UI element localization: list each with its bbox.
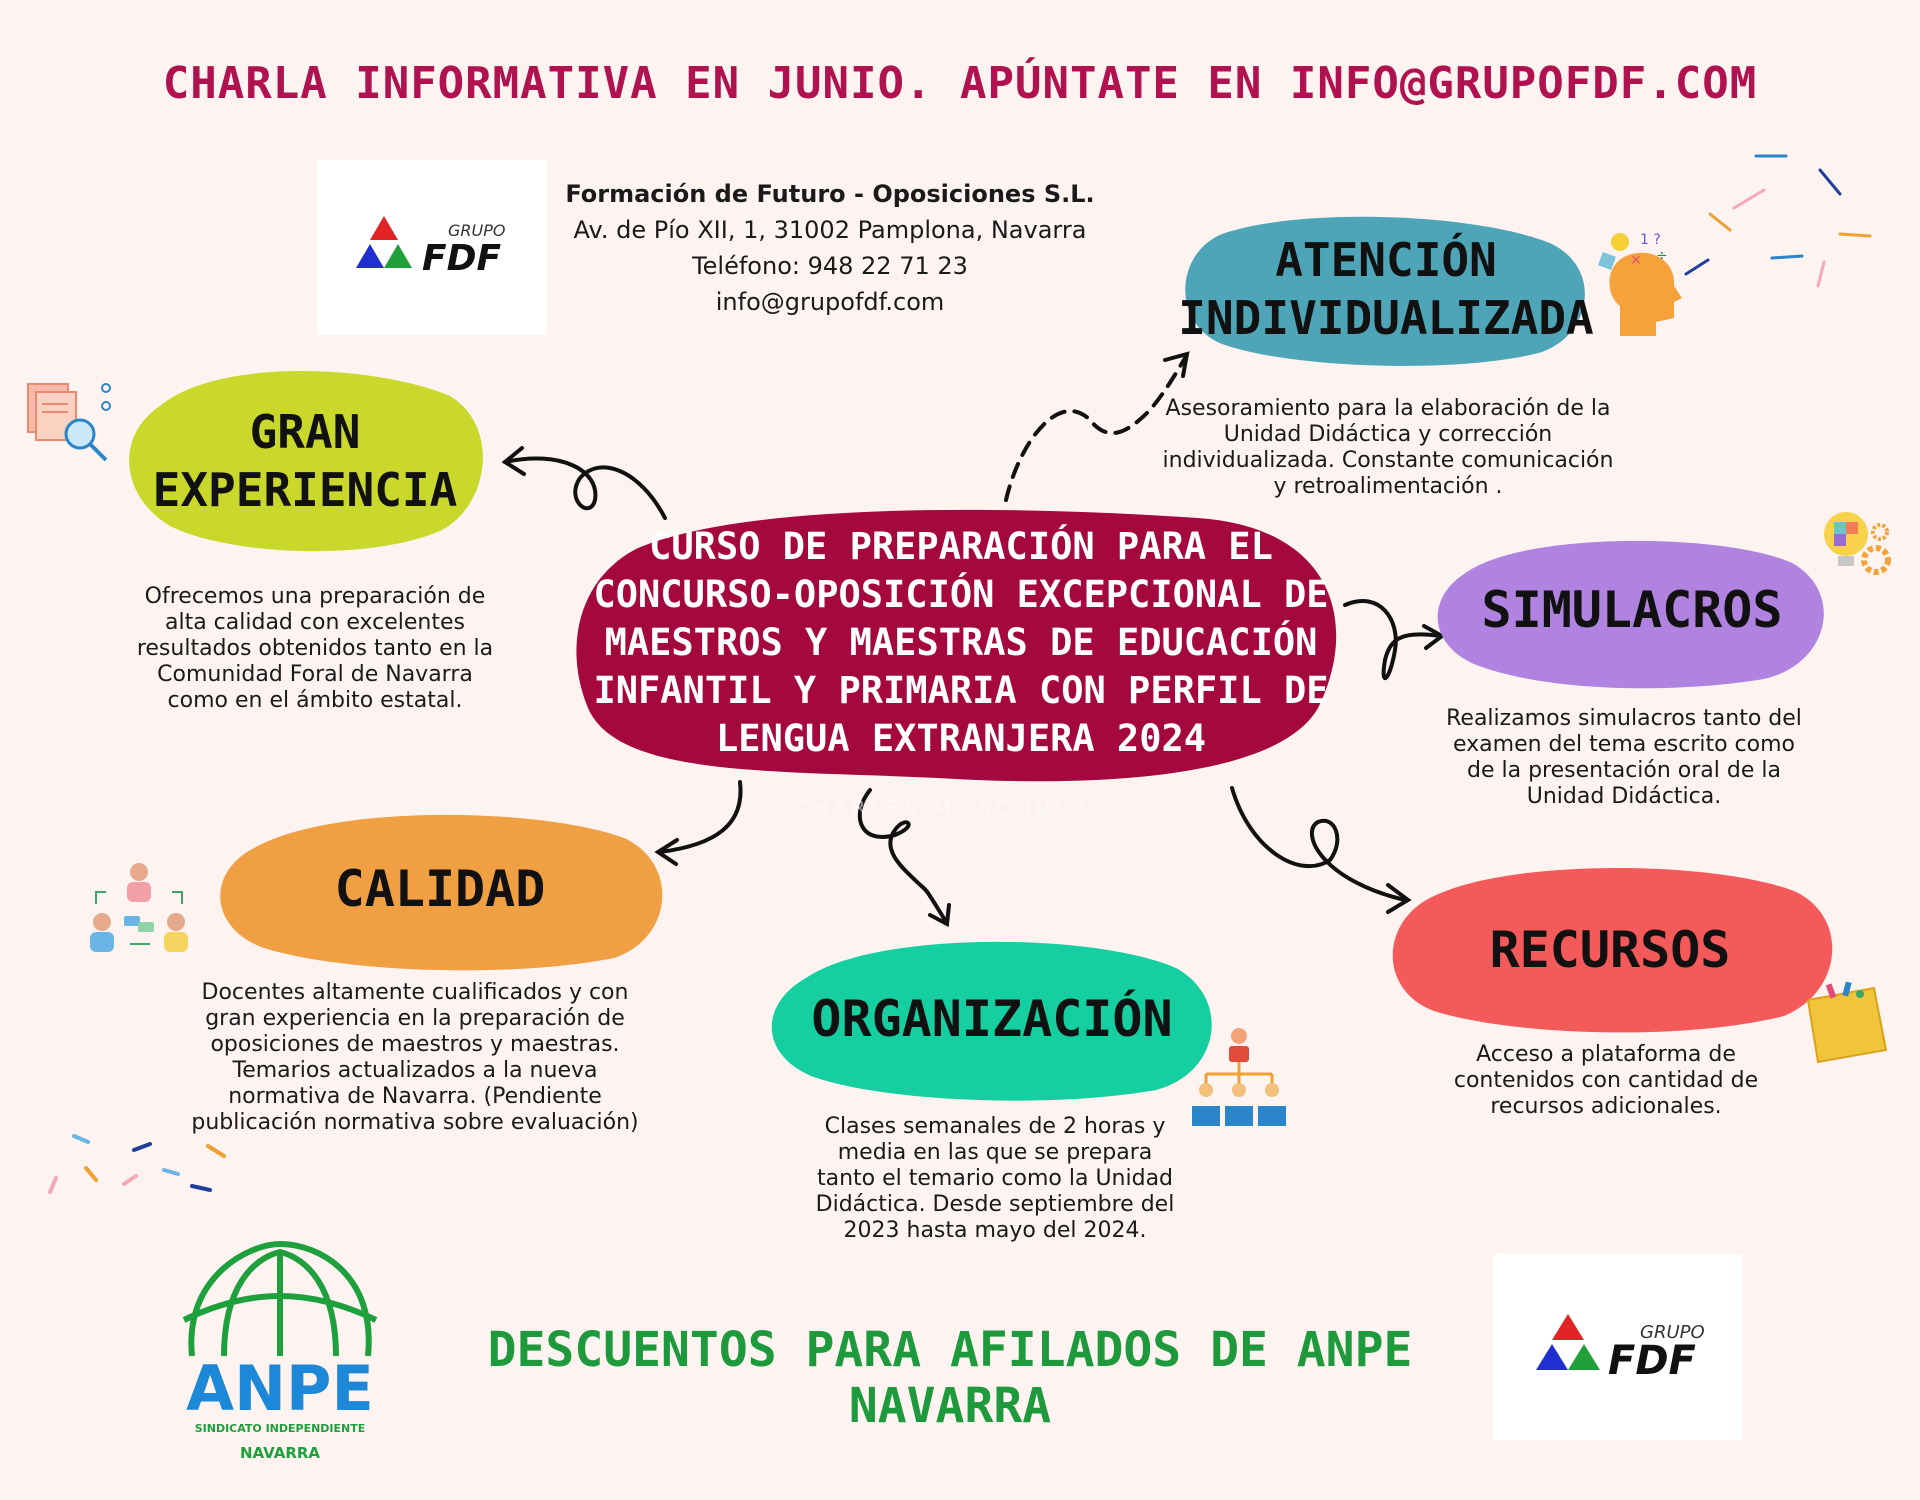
- desc-line: Temarios actualizados a la nueva: [232, 1058, 598, 1083]
- footer-title: DESCUENTOS PARA AFILADOS DE ANPE NAVARRA: [487, 1322, 1413, 1434]
- desc-line: Didáctica. Desde septiembre del: [815, 1192, 1175, 1217]
- desc-line: y retroalimentación .: [1273, 474, 1503, 499]
- node-calidad: [214, 808, 666, 970]
- desc-line: individualizada. Constante comunicación: [1162, 448, 1614, 473]
- node-title: ATENCIÓN: [1275, 233, 1497, 287]
- desc-line: publicación normativa sobre evaluación): [191, 1110, 639, 1135]
- center-title-line: MAESTROS Y MAESTRAS DE EDUCACIÓN: [604, 621, 1318, 664]
- desc-line: oposiciones de maestros y maestras.: [210, 1032, 620, 1057]
- node-title: SIMULACROS: [1481, 581, 1783, 639]
- desc-line: examen del tema escrito como: [1453, 732, 1795, 757]
- node-title: INDIVIDUALIZADA: [1178, 291, 1594, 345]
- headline: CHARLA INFORMATIVA EN JUNIO. APÚNTATE EN INFO@GRUPOFDF.COM: [162, 58, 1758, 109]
- node-title: ORGANIZACIÓN: [811, 990, 1173, 1048]
- logo-fdf-text: FDF: [1608, 1338, 1696, 1384]
- desc-experiencia: [110, 584, 520, 714]
- desc-calidad: [160, 980, 670, 1136]
- logo-grupo-text: GRUPO: [1640, 1322, 1705, 1343]
- desc-line: de la presentación oral de la: [1467, 758, 1781, 783]
- desc-line: normativa de Navarra. (Pendiente: [228, 1084, 602, 1109]
- desc-line: recursos adicionales.: [1490, 1094, 1722, 1119]
- grupo-fdf-logo-footer: [1494, 1254, 1742, 1440]
- node-simulacros: [1434, 534, 1830, 686]
- node-title: GRAN: [249, 405, 361, 459]
- document-search-icon: [24, 380, 114, 470]
- anpe-text: ANPE: [186, 1352, 374, 1425]
- desc-atencion: [1158, 396, 1618, 500]
- desc-line: Docentes altamente cualificados y con: [201, 980, 629, 1005]
- desc-line: Unidad Didáctica.: [1526, 784, 1722, 809]
- lightbulb-gears-icon: [1816, 504, 1896, 584]
- company-phone: Teléfono: 948 22 71 23: [692, 252, 968, 280]
- team-icon: [84, 858, 194, 960]
- svg-text:÷: ÷: [1656, 248, 1668, 264]
- desc-line: 2023 hasta mayo del 2024.: [843, 1218, 1147, 1243]
- confetti-decoration: [40, 1130, 240, 1200]
- head-idea-icon: [1600, 226, 1690, 336]
- desc-line: como en el ámbito estatal.: [167, 688, 463, 713]
- anpe-subtitle: SINDICATO INDEPENDIENTE: [194, 1422, 366, 1435]
- logo-grupo-text: GRUPO: [448, 221, 506, 240]
- center-title-line: CONCURSO-OPOSICIÓN EXCEPCIONAL DE: [593, 573, 1329, 616]
- desc-recursos: [1406, 1042, 1806, 1120]
- desc-line: Realizamos simulacros tanto del: [1446, 706, 1802, 731]
- anpe-region: NAVARRA: [239, 1444, 321, 1462]
- desc-line: media en las que se prepara: [837, 1140, 1153, 1165]
- desc-line: alta calidad con excelentes: [164, 610, 466, 635]
- node-organizacion: [766, 938, 1218, 1100]
- svg-text:1 ?: 1 ?: [1640, 232, 1661, 248]
- folder-icon: [1800, 980, 1890, 1070]
- node-title: CALIDAD: [334, 860, 546, 918]
- desc-simulacros: [1414, 706, 1834, 810]
- company-address: Av. de Pío XII, 1, 31002 Pamplona, Navarra: [573, 216, 1087, 244]
- center-watermark: CHARLES M. SCHULZ: [794, 796, 1090, 820]
- company-email[interactable]: info@grupofdf.com: [715, 288, 945, 316]
- center-blob: [578, 508, 1344, 788]
- desc-line: Clases semanales de 2 horas y: [824, 1114, 1166, 1139]
- node-title: EXPERIENCIA: [152, 463, 458, 517]
- logo-fdf-text: FDF: [422, 238, 502, 279]
- svg-text:×: ×: [1630, 252, 1642, 268]
- node-atencion: [1178, 214, 1594, 364]
- desc-organizacion: [780, 1114, 1210, 1244]
- anpe-logo: [170, 1236, 390, 1462]
- node-experiencia: [120, 366, 490, 556]
- node-recursos: [1384, 866, 1836, 1034]
- desc-line: Acceso a plataforma de: [1476, 1042, 1736, 1067]
- center-title-line: CURSO DE PREPARACIÓN PARA EL: [649, 525, 1273, 568]
- desc-line: Comunidad Foral de Navarra: [157, 662, 473, 687]
- center-title-line: LENGUA EXTRANJERA 2024: [715, 717, 1207, 760]
- node-title: RECURSOS: [1489, 921, 1731, 979]
- center-title-line: INFANTIL Y PRIMARIA CON PERFIL DE: [593, 669, 1329, 712]
- fdf-logo-graphic: [1494, 1254, 1742, 1440]
- company-name: Formación de Futuro - Oposiciones S.L.: [565, 180, 1095, 208]
- confetti-decoration: [1680, 150, 1880, 290]
- desc-line: contenidos con cantidad de: [1453, 1068, 1759, 1093]
- desc-line: gran experiencia en la preparación de: [205, 1006, 625, 1031]
- desc-line: resultados obtenidos tanto en la: [136, 636, 494, 661]
- desc-line: Unidad Didáctica y corrección: [1223, 422, 1553, 447]
- desc-line: tanto el temario como la Unidad: [816, 1166, 1174, 1191]
- arrow-simulacros: [1345, 601, 1440, 678]
- desc-line: Ofrecemos una preparación de: [144, 584, 486, 609]
- arrow-recursos: [1232, 788, 1405, 900]
- desc-line: Asesoramiento para la elaboración de la: [1165, 396, 1611, 421]
